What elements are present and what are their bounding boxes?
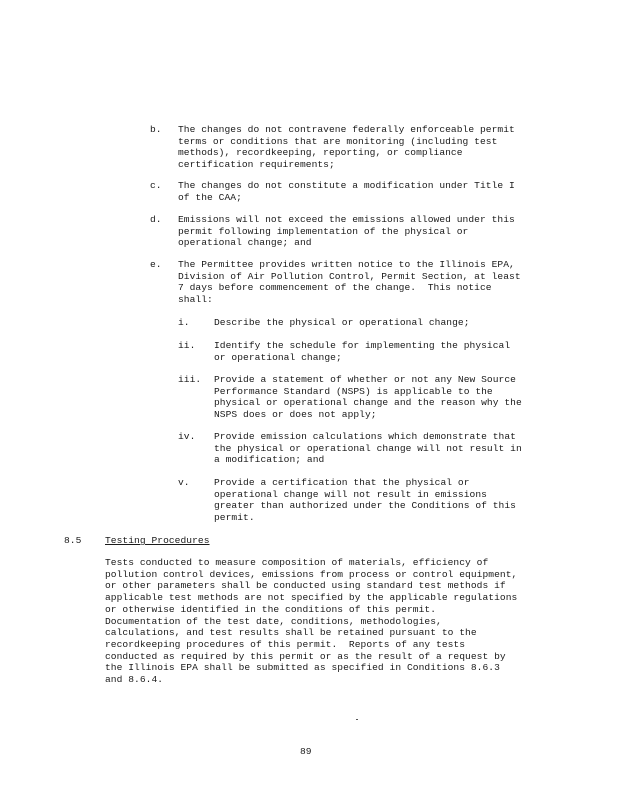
- subitem-text-i: Describe the physical or operational change;: [214, 317, 470, 328]
- subitem-text-iii: Provide a statement of whether or not any New Source Performance Standard (NSPS) is applicable to the physical or operational change and the reason why the NSPS does or does not apply;: [214, 374, 522, 421]
- item-label-c: c.: [150, 180, 162, 191]
- section-number: 8.5: [64, 535, 82, 546]
- page-number: 89: [300, 746, 312, 757]
- section-body: Tests conducted to measure composition of materials, efficiency of pollution control devices, emissions from process or control equipment, or other parameters shall be conducted using standard test methods if applicable test methods are not specified by the applicable regulations or otherwise identified in the conditions of this permit. Documentation of the test date, conditions, methodologies, calculations, and test results shall be retained pursuant to the recordkeeping procedures of this permit. Reports of any tests conducted as required by this permit or as the result of a request by the Illinois EPA shall be submitted as specified in Conditions 8.6.3 and 8.6.4.: [105, 557, 518, 686]
- subitem-text-iv: Provide emission calculations which demonstrate that the physical or operational change will not result in a modification; and: [214, 431, 522, 466]
- subitem-text-v: Provide a certification that the physical or operational change will not result in emissions greater than authorized under the Conditions of this permit.: [214, 477, 516, 524]
- subitem-text-ii: Identify the schedule for implementing the physical or operational change;: [214, 340, 511, 363]
- subitem-label-v: v.: [178, 477, 190, 488]
- item-label-d: d.: [150, 214, 162, 225]
- item-text-d: Emissions will not exceed the emissions allowed under this permit following implementation of the physical or operational change; and: [178, 214, 515, 249]
- subitem-label-i: i.: [178, 317, 190, 328]
- section-heading: Testing Procedures: [105, 535, 210, 546]
- subitem-label-iv: iv.: [178, 431, 196, 442]
- item-text-e: The Permittee provides written notice to the Illinois EPA, Division of Air Pollution Control, Permit Section, at least 7 days before commencement of the change. This notice shall:: [178, 259, 521, 306]
- item-label-b: b.: [150, 124, 162, 135]
- stray-mark: [356, 719, 358, 720]
- item-text-c: The changes do not constitute a modification under Title I of the CAA;: [178, 180, 515, 203]
- item-label-e: e.: [150, 259, 162, 270]
- subitem-label-ii: ii.: [178, 340, 196, 351]
- subitem-label-iii: iii.: [178, 374, 202, 385]
- item-text-b: The changes do not contravene federally enforceable permit terms or conditions that are monitoring (including test methods), recordkeeping, reporting, or compliance certification requirements;: [178, 124, 515, 171]
